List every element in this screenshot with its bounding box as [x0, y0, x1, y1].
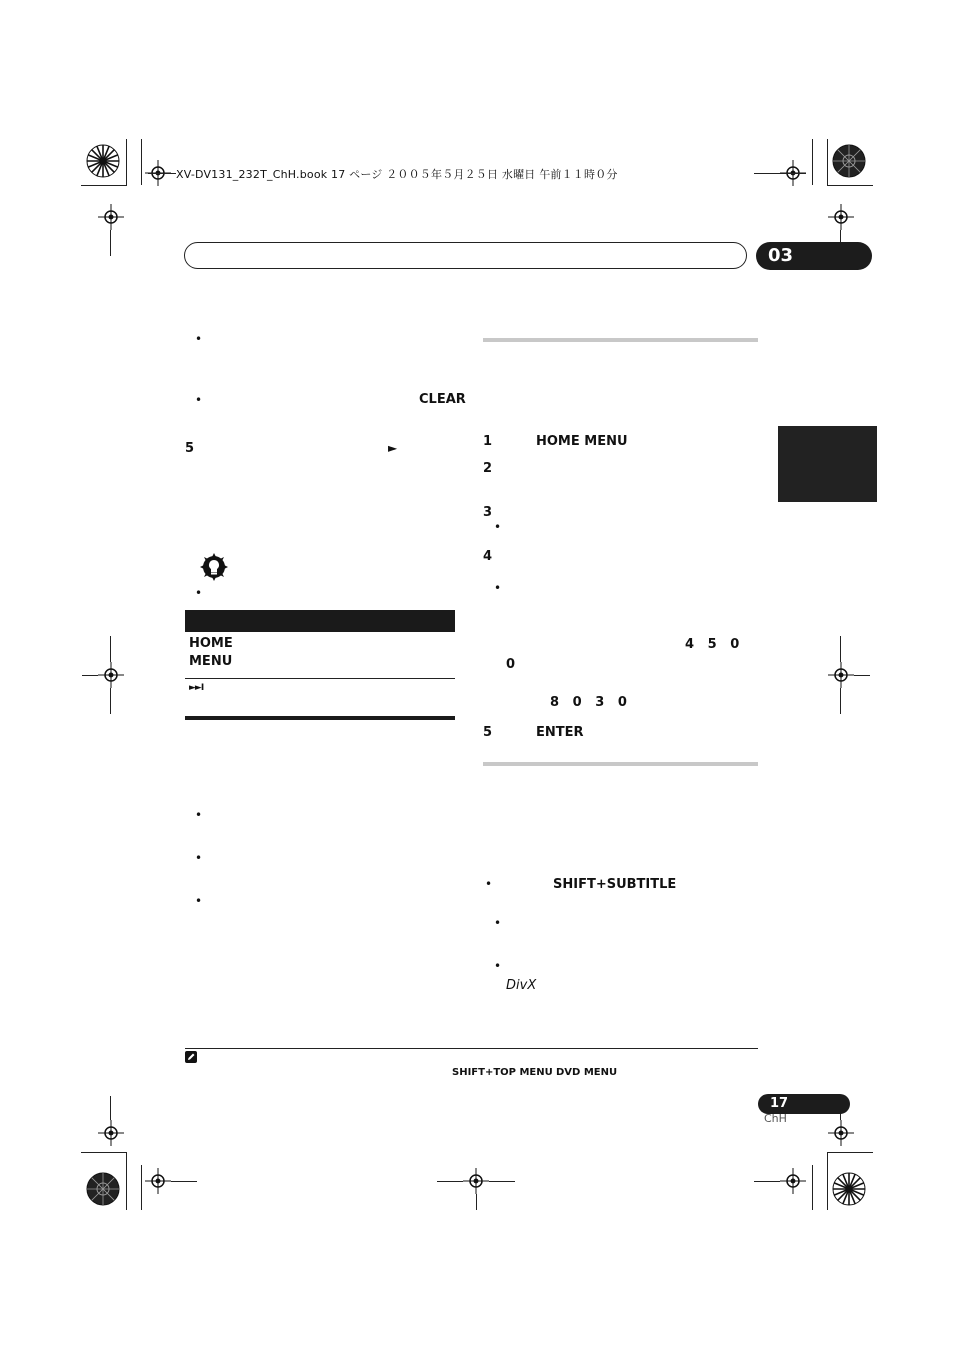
crosshair-mark	[463, 1168, 489, 1194]
shift-subtitle-key: SHIFT+SUBTITLE	[553, 877, 677, 892]
crosshair-mark	[98, 204, 124, 230]
footnote-rule	[185, 1048, 758, 1049]
crop-line	[110, 688, 111, 714]
home-menu-key: HOME MENU	[536, 434, 628, 449]
step-number: 4	[483, 549, 493, 564]
section-rule	[483, 762, 758, 766]
enter-key: ENTER	[536, 725, 584, 740]
bullet: •	[494, 959, 502, 973]
crop-line	[754, 173, 806, 174]
step-number: 5	[483, 725, 493, 740]
bullet: •	[494, 581, 502, 595]
bullet: •	[195, 894, 203, 908]
table-header	[185, 610, 455, 632]
crosshair-mark	[98, 1120, 124, 1146]
crop-line	[489, 1181, 515, 1182]
crop-line	[110, 1096, 111, 1120]
crop-line	[840, 636, 841, 662]
play-symbol: ►	[388, 441, 398, 455]
registration-circle-bottom-left	[86, 1172, 120, 1206]
step-number: 2	[483, 461, 493, 476]
page-language: ChH	[764, 1112, 787, 1125]
crop-line	[110, 230, 111, 256]
crop-line	[110, 636, 111, 662]
table-cell: MENU	[189, 654, 233, 669]
print-header: XV-DV131_232T_ChH.book 17 ページ ２００５年５月２５日 水曜日 午前１１時０分	[176, 168, 618, 181]
page-number: 17	[758, 1094, 850, 1114]
registration-circle-top-right	[832, 144, 866, 178]
footnote-key: DVD MENU	[556, 1067, 618, 1078]
registration-circle-top-left	[86, 144, 120, 178]
bullet: •	[195, 332, 203, 346]
crop-line	[854, 675, 870, 676]
bullet: •	[195, 586, 203, 600]
crop-line	[82, 675, 98, 676]
crop-line	[171, 1181, 197, 1182]
crosshair-mark	[828, 1120, 854, 1146]
tip-lightbulb-icon	[200, 553, 228, 581]
language-side-tab	[778, 426, 877, 502]
crosshair-mark	[780, 1168, 806, 1194]
table-cell: HOME	[189, 636, 233, 651]
registration-circle-bottom-right	[832, 1172, 866, 1206]
step-number: 5	[185, 441, 195, 456]
crop-line	[476, 1194, 477, 1210]
example-digits: 4 5 0	[685, 637, 740, 652]
divx-text: DivX	[506, 978, 537, 993]
crosshair-mark	[145, 1168, 171, 1194]
chapter-number: 03	[756, 242, 872, 270]
bullet: •	[195, 851, 203, 865]
crosshair-mark	[828, 662, 854, 688]
example-digit: 0	[506, 657, 516, 672]
crop-line	[754, 1181, 780, 1182]
note-pencil-icon	[185, 1051, 197, 1063]
next-track-symbol: ►►I	[189, 683, 204, 693]
example-digits: 8 0 3 0	[550, 695, 627, 710]
footnote-key: SHIFT+TOP MENU	[452, 1067, 553, 1078]
crop-line	[437, 1181, 463, 1182]
bullet: •	[195, 393, 203, 407]
table-bottom-rule	[185, 716, 455, 720]
crosshair-mark	[98, 662, 124, 688]
bullet: •	[195, 808, 203, 822]
bullet: •	[494, 916, 502, 930]
section-rule	[483, 338, 758, 342]
crop-line	[148, 173, 176, 174]
step-number: 3	[483, 505, 493, 520]
bullet: •	[494, 520, 502, 534]
step-number: 1	[483, 434, 493, 449]
chapter-title-bar	[184, 242, 747, 269]
crop-line	[840, 688, 841, 714]
crosshair-mark	[828, 204, 854, 230]
table-divider	[185, 678, 455, 679]
bullet: •	[485, 877, 493, 891]
clear-key-label: CLEAR	[419, 392, 466, 407]
